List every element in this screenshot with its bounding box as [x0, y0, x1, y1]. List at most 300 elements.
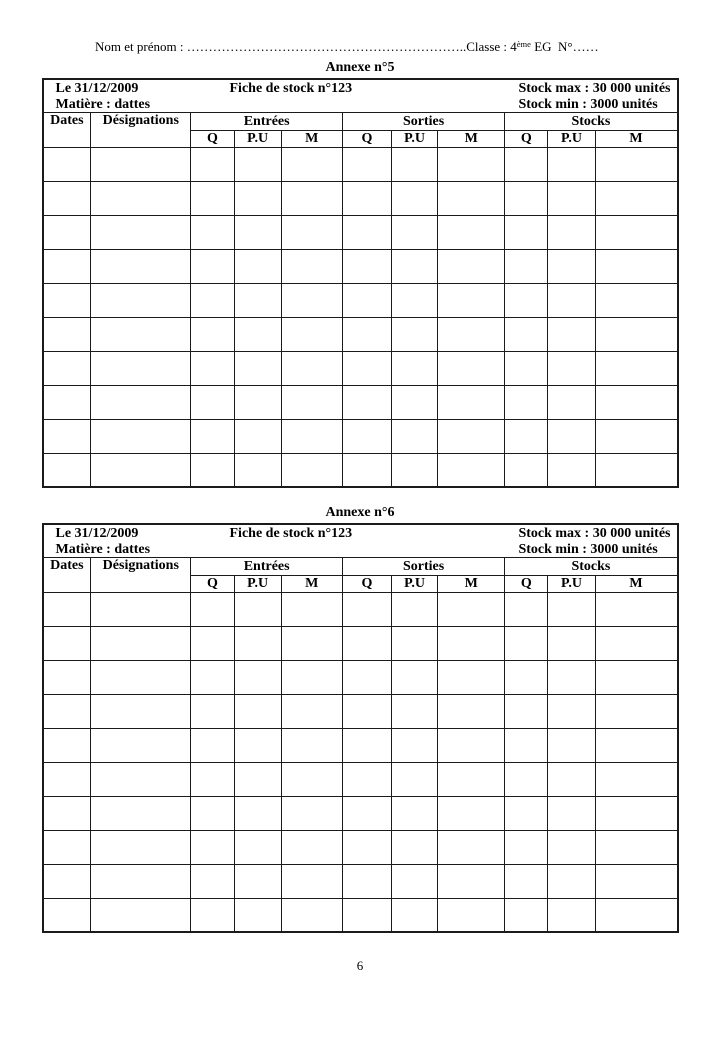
empty-cell	[438, 453, 505, 487]
empty-cell	[392, 626, 438, 660]
empty-cell	[234, 147, 281, 181]
empty-cell	[43, 864, 91, 898]
empty-cell	[281, 351, 342, 385]
empty-cell	[438, 419, 505, 453]
empty-cell	[505, 592, 548, 626]
empty-cell	[191, 215, 234, 249]
group-header-stocks: Stocks	[505, 557, 678, 575]
empty-cell	[191, 283, 234, 317]
empty-cell	[43, 453, 91, 487]
empty-cell	[91, 317, 191, 351]
empty-cell	[281, 796, 342, 830]
empty-cell	[191, 762, 234, 796]
empty-cell	[505, 419, 548, 453]
empty-cell	[595, 898, 677, 932]
stock-max-label: Stock max : 30 000 unités	[518, 526, 671, 541]
empty-cell	[438, 283, 505, 317]
empty-cell	[342, 660, 391, 694]
empty-cell	[281, 249, 342, 283]
subcol-sorties-m: M	[438, 575, 505, 592]
stock-table-annexe5	[42, 78, 679, 488]
empty-cell	[234, 728, 281, 762]
empty-cell	[548, 626, 595, 660]
empty-cell	[191, 864, 234, 898]
empty-cell	[505, 626, 548, 660]
empty-stock-row	[43, 351, 678, 385]
matiere-label: Matière : dattes	[55, 542, 151, 557]
empty-cell	[392, 181, 438, 215]
annexe5-title: Annexe n°5	[325, 60, 395, 75]
group-header-row	[43, 112, 678, 130]
empty-cell	[595, 249, 677, 283]
empty-cell	[91, 453, 191, 487]
empty-cell	[595, 283, 677, 317]
empty-cell	[91, 796, 191, 830]
empty-cell	[91, 419, 191, 453]
empty-cell	[234, 181, 281, 215]
empty-cell	[342, 694, 391, 728]
empty-stock-row	[43, 147, 678, 181]
empty-stock-row	[43, 864, 678, 898]
empty-cell	[505, 317, 548, 351]
info-right-block	[518, 81, 670, 112]
empty-cell	[342, 249, 391, 283]
empty-stock-row	[43, 453, 678, 487]
empty-cell	[438, 898, 505, 932]
col-header-dates: Dates	[43, 112, 91, 147]
empty-cell	[392, 385, 438, 419]
empty-cell	[342, 864, 391, 898]
empty-cell	[392, 283, 438, 317]
empty-cell	[191, 592, 234, 626]
empty-cell	[191, 694, 234, 728]
empty-cell	[505, 249, 548, 283]
empty-stock-row	[43, 249, 678, 283]
table-info-row	[43, 79, 678, 112]
empty-cell	[548, 762, 595, 796]
empty-cell	[595, 864, 677, 898]
empty-cell	[281, 385, 342, 419]
empty-cell	[91, 283, 191, 317]
empty-cell	[548, 419, 595, 453]
table-info-row	[43, 524, 678, 557]
empty-cell	[392, 694, 438, 728]
page-number: 6	[356, 958, 364, 973]
empty-cell	[392, 317, 438, 351]
empty-cell	[191, 147, 234, 181]
empty-cell	[342, 283, 391, 317]
empty-cell	[392, 796, 438, 830]
empty-cell	[91, 694, 191, 728]
empty-cell	[392, 215, 438, 249]
empty-cell	[548, 898, 595, 932]
empty-cell	[595, 419, 677, 453]
empty-cell	[281, 419, 342, 453]
empty-cell	[505, 283, 548, 317]
empty-cell	[505, 181, 548, 215]
empty-cell	[342, 453, 391, 487]
empty-cell	[43, 215, 91, 249]
group-header-entrees: Entrées	[191, 112, 342, 130]
stock-min-label: Stock min : 3000 unités	[518, 97, 658, 112]
info-right-block	[518, 526, 670, 557]
empty-cell	[438, 864, 505, 898]
empty-stock-row	[43, 592, 678, 626]
empty-cell	[505, 830, 548, 864]
empty-cell	[548, 283, 595, 317]
empty-cell	[342, 317, 391, 351]
empty-stock-row	[43, 660, 678, 694]
empty-cell	[191, 796, 234, 830]
empty-cell	[234, 317, 281, 351]
empty-cell	[43, 317, 91, 351]
empty-cell	[505, 453, 548, 487]
empty-stock-row	[43, 796, 678, 830]
empty-cell	[548, 317, 595, 351]
subcol-entrees-q: Q	[191, 575, 234, 592]
empty-cell	[43, 249, 91, 283]
empty-cell	[342, 626, 391, 660]
empty-cell	[91, 249, 191, 283]
empty-cell	[91, 728, 191, 762]
empty-cell	[234, 830, 281, 864]
empty-cell	[438, 351, 505, 385]
empty-cell	[548, 147, 595, 181]
empty-cell	[91, 762, 191, 796]
empty-cell	[392, 592, 438, 626]
subcol-sorties-m: M	[438, 130, 505, 147]
empty-stock-row	[43, 215, 678, 249]
empty-cell	[548, 660, 595, 694]
empty-cell	[505, 694, 548, 728]
empty-stock-row	[43, 385, 678, 419]
empty-cell	[234, 864, 281, 898]
empty-cell	[43, 728, 91, 762]
subcol-stocks-q: Q	[505, 575, 548, 592]
empty-cell	[191, 660, 234, 694]
subcol-sorties-pu: P.U	[392, 575, 438, 592]
empty-cell	[505, 147, 548, 181]
empty-cell	[91, 147, 191, 181]
empty-cell	[548, 864, 595, 898]
subcol-stocks-m: M	[595, 130, 677, 147]
empty-cell	[438, 147, 505, 181]
empty-cell	[43, 419, 91, 453]
empty-cell	[342, 385, 391, 419]
empty-cell	[595, 660, 677, 694]
empty-cell	[548, 181, 595, 215]
table-info-cell	[43, 524, 678, 557]
empty-cell	[595, 317, 677, 351]
empty-cell	[281, 898, 342, 932]
stock-table-body	[43, 147, 678, 487]
empty-cell	[438, 728, 505, 762]
subcol-entrees-pu: P.U	[234, 575, 281, 592]
empty-cell	[505, 762, 548, 796]
empty-cell	[548, 694, 595, 728]
empty-cell	[234, 283, 281, 317]
empty-cell	[234, 592, 281, 626]
empty-cell	[281, 215, 342, 249]
empty-cell	[234, 215, 281, 249]
empty-cell	[438, 215, 505, 249]
empty-cell	[392, 453, 438, 487]
empty-cell	[281, 830, 342, 864]
numero-dotted-fill: ……	[572, 39, 599, 54]
empty-cell	[438, 385, 505, 419]
empty-cell	[548, 796, 595, 830]
empty-cell	[191, 385, 234, 419]
empty-cell	[392, 147, 438, 181]
stock-table-annexe6	[42, 523, 679, 933]
empty-cell	[281, 728, 342, 762]
empty-cell	[342, 351, 391, 385]
empty-cell	[191, 453, 234, 487]
empty-cell	[43, 796, 91, 830]
subcol-sorties-q: Q	[342, 130, 391, 147]
dotted-fill: ………………………………………………………..	[186, 39, 467, 54]
empty-cell	[191, 181, 234, 215]
empty-cell	[438, 694, 505, 728]
empty-cell	[43, 626, 91, 660]
empty-cell	[342, 796, 391, 830]
empty-cell	[505, 898, 548, 932]
stock-max-label: Stock max : 30 000 unités	[518, 81, 671, 96]
empty-cell	[595, 181, 677, 215]
empty-cell	[281, 694, 342, 728]
empty-cell	[191, 249, 234, 283]
subcol-entrees-pu: P.U	[234, 130, 281, 147]
subcol-sorties-q: Q	[342, 575, 391, 592]
empty-cell	[392, 898, 438, 932]
empty-cell	[548, 385, 595, 419]
empty-cell	[191, 626, 234, 660]
empty-cell	[43, 283, 91, 317]
empty-cell	[392, 762, 438, 796]
empty-cell	[595, 351, 677, 385]
empty-cell	[548, 351, 595, 385]
empty-cell	[342, 898, 391, 932]
empty-cell	[43, 351, 91, 385]
empty-stock-row	[43, 317, 678, 351]
empty-cell	[191, 351, 234, 385]
empty-cell	[234, 694, 281, 728]
empty-stock-row	[43, 283, 678, 317]
group-header-entrees: Entrées	[191, 557, 342, 575]
empty-cell	[43, 694, 91, 728]
empty-cell	[43, 385, 91, 419]
annexe6-title: Annexe n°6	[325, 505, 395, 520]
subcol-entrees-m: M	[281, 575, 342, 592]
empty-cell	[595, 728, 677, 762]
empty-cell	[234, 453, 281, 487]
empty-cell	[43, 898, 91, 932]
empty-cell	[281, 626, 342, 660]
empty-cell	[91, 898, 191, 932]
empty-stock-row	[43, 419, 678, 453]
fiche-title: Fiche de stock n°123	[229, 526, 353, 541]
empty-cell	[91, 830, 191, 864]
empty-cell	[91, 181, 191, 215]
group-header-sorties: Sorties	[342, 557, 504, 575]
classe-label: Classe : 4	[466, 39, 517, 54]
empty-cell	[438, 660, 505, 694]
empty-cell	[43, 592, 91, 626]
empty-cell	[342, 181, 391, 215]
empty-cell	[392, 728, 438, 762]
group-header-sorties: Sorties	[342, 112, 504, 130]
empty-cell	[595, 830, 677, 864]
empty-cell	[392, 419, 438, 453]
empty-cell	[234, 762, 281, 796]
empty-stock-row	[43, 626, 678, 660]
empty-cell	[392, 830, 438, 864]
empty-cell	[234, 660, 281, 694]
empty-cell	[342, 147, 391, 181]
empty-cell	[234, 898, 281, 932]
empty-cell	[91, 351, 191, 385]
stock-min-label: Stock min : 3000 unités	[518, 542, 658, 557]
empty-cell	[595, 215, 677, 249]
empty-cell	[438, 762, 505, 796]
empty-cell	[281, 762, 342, 796]
empty-cell	[191, 317, 234, 351]
empty-cell	[43, 762, 91, 796]
empty-cell	[91, 215, 191, 249]
table-info-cell	[43, 79, 678, 112]
empty-cell	[91, 592, 191, 626]
empty-cell	[281, 660, 342, 694]
name-class-line	[95, 39, 720, 55]
empty-cell	[595, 147, 677, 181]
empty-cell	[548, 215, 595, 249]
empty-cell	[595, 385, 677, 419]
empty-cell	[281, 592, 342, 626]
empty-cell	[595, 762, 677, 796]
fiche-title: Fiche de stock n°123	[229, 81, 353, 96]
empty-cell	[342, 215, 391, 249]
empty-cell	[281, 147, 342, 181]
empty-cell	[91, 385, 191, 419]
empty-cell	[548, 249, 595, 283]
classe-superscript: ème	[516, 38, 531, 49]
empty-cell	[234, 351, 281, 385]
empty-cell	[595, 694, 677, 728]
empty-cell	[281, 181, 342, 215]
empty-cell	[191, 898, 234, 932]
stock-table-body	[43, 592, 678, 932]
col-header-designations: Désignations	[91, 557, 191, 592]
empty-cell	[392, 864, 438, 898]
empty-cell	[234, 796, 281, 830]
empty-cell	[438, 317, 505, 351]
empty-cell	[438, 830, 505, 864]
date-label: Le 31/12/2009	[55, 81, 139, 96]
date-label: Le 31/12/2009	[55, 526, 139, 541]
empty-cell	[505, 728, 548, 762]
subcol-sorties-pu: P.U	[392, 130, 438, 147]
empty-cell	[281, 864, 342, 898]
empty-cell	[438, 592, 505, 626]
empty-cell	[234, 385, 281, 419]
empty-cell	[505, 660, 548, 694]
empty-stock-row	[43, 830, 678, 864]
subcol-stocks-m: M	[595, 575, 677, 592]
empty-cell	[91, 660, 191, 694]
empty-cell	[438, 181, 505, 215]
empty-cell	[234, 249, 281, 283]
empty-cell	[234, 626, 281, 660]
subcol-stocks-pu: P.U	[548, 575, 595, 592]
empty-cell	[342, 419, 391, 453]
empty-cell	[342, 728, 391, 762]
empty-cell	[43, 181, 91, 215]
empty-cell	[342, 762, 391, 796]
empty-cell	[548, 830, 595, 864]
info-left-block	[56, 526, 151, 557]
empty-cell	[342, 830, 391, 864]
empty-stock-row	[43, 694, 678, 728]
subcol-entrees-q: Q	[191, 130, 234, 147]
empty-cell	[234, 419, 281, 453]
empty-cell	[392, 249, 438, 283]
empty-cell	[392, 351, 438, 385]
empty-cell	[595, 592, 677, 626]
empty-cell	[342, 592, 391, 626]
empty-stock-row	[43, 762, 678, 796]
empty-cell	[505, 215, 548, 249]
empty-cell	[91, 864, 191, 898]
empty-cell	[595, 796, 677, 830]
empty-cell	[191, 728, 234, 762]
empty-cell	[281, 453, 342, 487]
group-header-row	[43, 557, 678, 575]
empty-cell	[548, 592, 595, 626]
empty-cell	[43, 147, 91, 181]
empty-cell	[43, 660, 91, 694]
empty-cell	[595, 626, 677, 660]
matiere-label: Matière : dattes	[55, 97, 151, 112]
empty-cell	[191, 830, 234, 864]
subcol-stocks-q: Q	[505, 130, 548, 147]
empty-cell	[505, 385, 548, 419]
empty-stock-row	[43, 181, 678, 215]
empty-cell	[191, 419, 234, 453]
empty-cell	[438, 249, 505, 283]
empty-cell	[392, 660, 438, 694]
empty-stock-row	[43, 728, 678, 762]
col-header-dates: Dates	[43, 557, 91, 592]
empty-cell	[548, 728, 595, 762]
empty-cell	[595, 453, 677, 487]
empty-cell	[281, 317, 342, 351]
info-left-block	[56, 81, 151, 112]
col-header-designations: Désignations	[91, 112, 191, 147]
empty-cell	[281, 283, 342, 317]
empty-cell	[505, 864, 548, 898]
empty-stock-row	[43, 898, 678, 932]
name-label: Nom et prénom :	[95, 39, 187, 54]
group-header-stocks: Stocks	[505, 112, 678, 130]
empty-cell	[505, 351, 548, 385]
subcol-entrees-m: M	[281, 130, 342, 147]
empty-cell	[438, 626, 505, 660]
subcol-stocks-pu: P.U	[548, 130, 595, 147]
classe-eg-label: EG N°	[530, 39, 573, 54]
empty-cell	[43, 830, 91, 864]
empty-cell	[505, 796, 548, 830]
empty-cell	[91, 626, 191, 660]
